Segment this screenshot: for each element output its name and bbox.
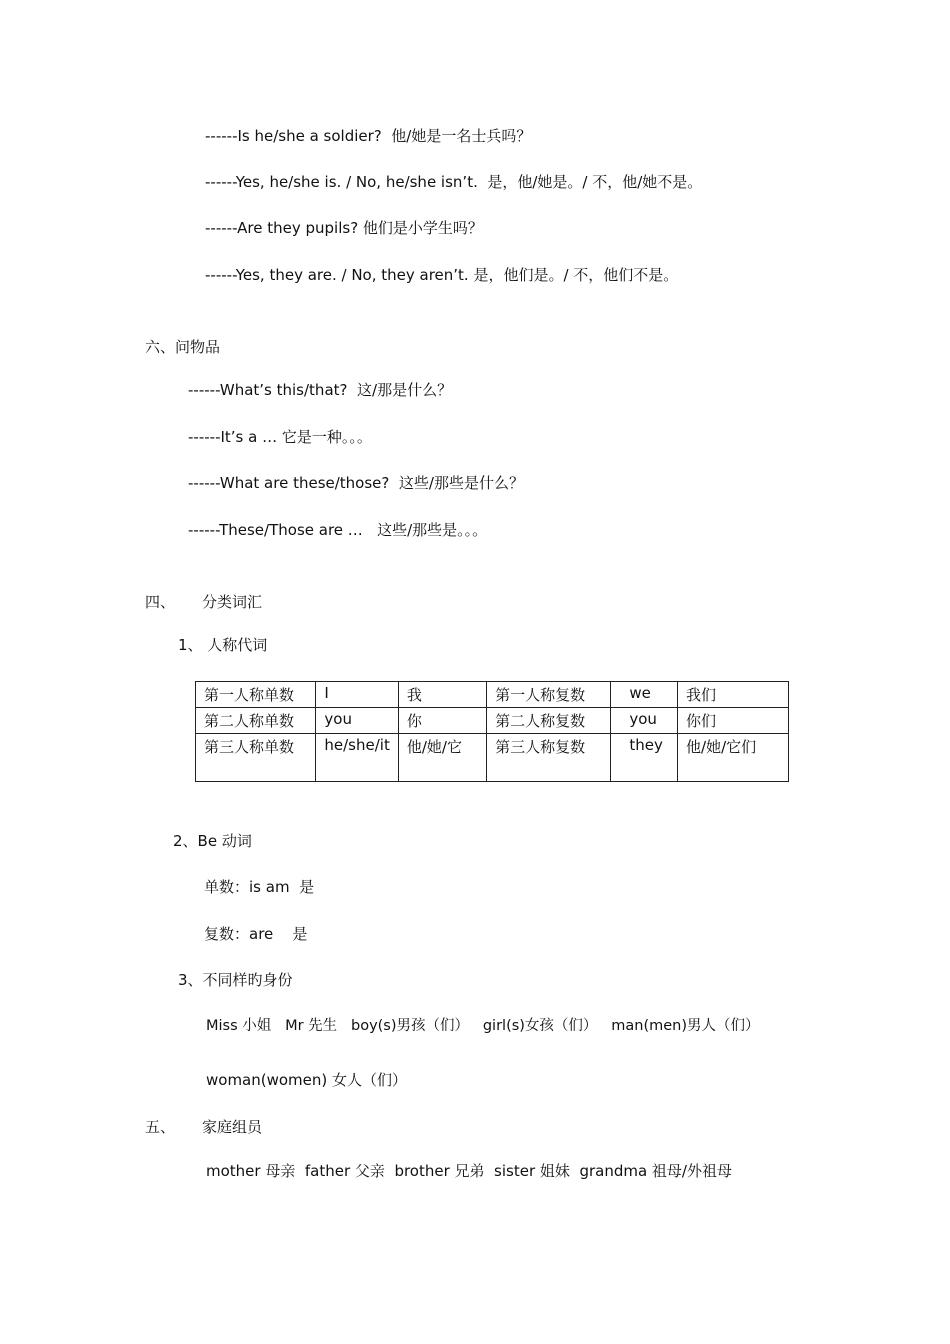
table-cell: you — [611, 708, 678, 734]
pronoun-subtitle: 1、 人称代词 — [178, 636, 268, 654]
qa-line-1: ------Is he/she a soldier? 他/她是一名士兵吗？ — [205, 127, 532, 145]
family-line: mother 母亲 father 父亲 brother 兄弟 sister 姐妹 grandma 祖母/外祖母 — [206, 1162, 732, 1180]
table-cell: 第三人称单数 — [196, 734, 316, 782]
section-four-title: 分类词汇 — [202, 593, 263, 611]
qa-line-2: ------Yes, he/she is. / No, he/she isn’t. 是，他/她是。/ 不，他/她不是。 — [205, 173, 703, 191]
table-row — [196, 682, 789, 708]
identity-line-1: Miss 小姐 Mr 先生 boy(s)男孩（们） girl(s)女孩（们） man(men)男人（们） — [206, 1018, 760, 1034]
section-six-title: 六、问物品 — [145, 338, 221, 356]
identity-subtitle: 3、不同样旳身份 — [178, 971, 293, 989]
table-cell: they — [611, 734, 678, 782]
table-cell: 你们 — [678, 708, 789, 734]
qa-line-4: ------Yes, they are. / No, they aren’t. 是，他们是。/ 不，他们不是。 — [205, 266, 679, 284]
table-cell: we — [611, 682, 678, 708]
qa-line-3: ------Are they pupils? 他们是小学生吗？ — [205, 219, 483, 237]
table-row — [196, 734, 789, 782]
table-cell: 第三人称复数 — [487, 734, 611, 782]
section-four-number: 四、 — [145, 593, 176, 611]
object-line-1: ------What’s this/that? 这/那是什么？ — [188, 381, 453, 399]
table-cell: 第二人称单数 — [196, 708, 316, 734]
table-cell: 我 — [398, 682, 486, 708]
table-row — [196, 708, 789, 734]
table-cell: 他/她/它们 — [678, 734, 789, 782]
object-line-3: ------What are these/those? 这些/那些是什么？ — [188, 474, 524, 492]
section-five-title: 家庭组员 — [202, 1118, 263, 1136]
identity-line-2: woman(women) 女人（们） — [206, 1071, 408, 1089]
object-line-4: ------These/Those are … 这些/那些是。。。 — [188, 521, 488, 539]
table-cell: 我们 — [678, 682, 789, 708]
table-cell: 他/她/它 — [398, 734, 486, 782]
be-verb-subtitle: 2、Be 动词 — [173, 832, 252, 850]
table-cell: 第一人称复数 — [487, 682, 611, 708]
table-cell: 第二人称复数 — [487, 708, 611, 734]
table-cell: I — [316, 682, 398, 708]
table-cell: 第一人称单数 — [196, 682, 316, 708]
be-plural: 复数：are 是 — [204, 925, 308, 943]
object-line-2: ------It’s a … 它是一种。。。 — [188, 428, 372, 446]
table-cell: he/she/it — [316, 734, 398, 782]
pronoun-table — [195, 681, 789, 782]
be-singular: 单数：is am 是 — [204, 878, 315, 896]
table-cell: you — [316, 708, 398, 734]
table-cell: 你 — [398, 708, 486, 734]
section-five-number: 五、 — [145, 1118, 176, 1136]
